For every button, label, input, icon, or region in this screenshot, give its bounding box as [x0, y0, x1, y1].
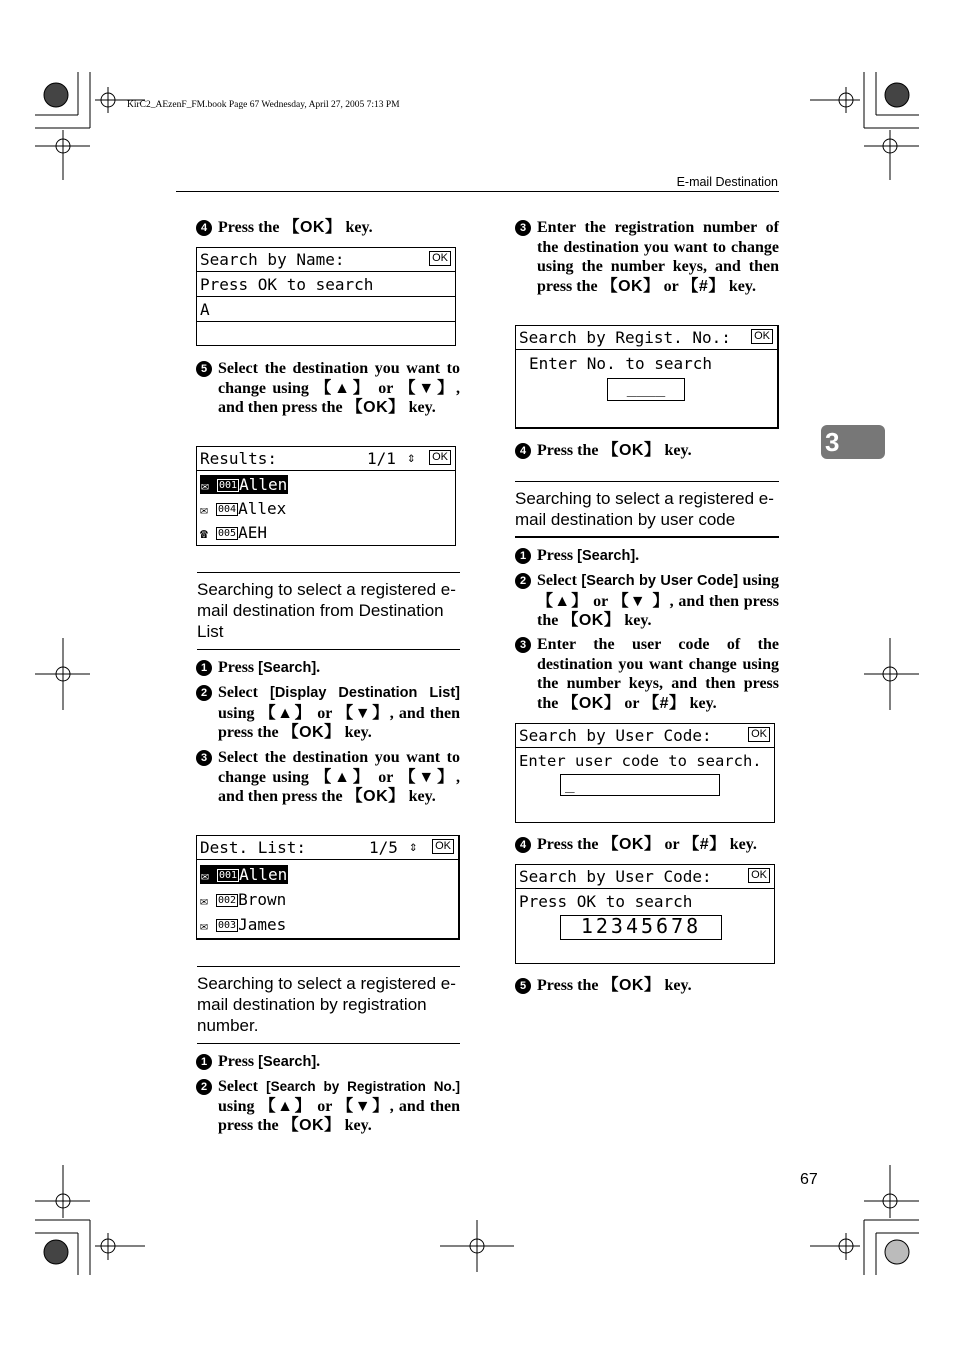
lcd-line: [197, 323, 455, 347]
step-press-ok: 5 Press the 【OK】 key.: [537, 976, 779, 996]
step-number: 1: [196, 660, 212, 676]
email-icon: ✉: [200, 919, 208, 934]
step-number: 3: [196, 750, 212, 766]
up-key: 【▲】: [537, 592, 589, 610]
lcd-title-row: Dest. List: 1/5 ⇕ OK: [197, 836, 458, 860]
page-indicator: 1/5: [369, 838, 398, 857]
lcd-search-by-user-code-confirm: [515, 864, 775, 964]
section-title-registration-number: Searching to select a registered e-mail destination by registration number.: [197, 974, 456, 1035]
lcd-title-row: Search by User Code: OK: [516, 724, 774, 748]
email-icon: ✉: [200, 503, 208, 518]
section-header-title: E-mail Destination: [676, 175, 778, 189]
ok-icon: OK: [432, 839, 454, 854]
step-select-destination: 3 Select the destination you want to change using 【▲】 or 【▼】, and then press the 【OK】 key.: [218, 748, 460, 807]
hash-key: 【#】: [682, 277, 725, 295]
lcd-title-row: Results: 1/1 ⇕ OK: [197, 447, 455, 471]
step-select-search-by-registration: 2 Select [Search by Registration No.] using 【▲】 or 【▼】, and then press the 【OK】 key.: [218, 1077, 460, 1136]
user-code-entry[interactable]: _: [560, 774, 720, 796]
step-number: 4: [196, 220, 212, 236]
ok-key: 【OK】: [282, 724, 341, 741]
step-number: 5: [196, 361, 212, 377]
list-item[interactable]: ✉ 001 Allen: [197, 863, 458, 887]
step-number: 2: [515, 573, 531, 589]
step-select-destination: 5 Select the destination you want to change using 【▲】 or 【▼】, and then press the 【OK】 key.: [218, 359, 460, 418]
lcd-title-row: Search by User Code: OK: [516, 865, 774, 889]
page-indicator: 1/1: [367, 449, 396, 468]
lcd-line: Enter No. to search: [529, 354, 713, 373]
lcd-line: Press OK to search: [197, 273, 455, 297]
step-enter-registration-number: 3 Enter the registration number of the destination you want to change using the number keys, and then press the 【OK】 or 【#】 key.: [537, 218, 779, 296]
email-icon: ✉: [201, 869, 209, 884]
ok-key: 【OK】: [346, 788, 405, 805]
header-rule: [176, 191, 779, 192]
section-rule: [197, 572, 460, 573]
display-destination-list-label: [Display Destination List]: [269, 685, 460, 701]
list-item[interactable]: ☎ 005 AEH: [197, 521, 455, 545]
lcd-line: Enter user code to search.: [519, 752, 762, 770]
step-press-ok-or-hash: 4 Press the 【OK】 or 【#】 key.: [537, 835, 779, 855]
down-key: 【▼】: [337, 1097, 390, 1115]
step-number: 3: [515, 220, 531, 236]
step-number: 4: [515, 443, 531, 459]
ok-key: 【OK】: [602, 442, 661, 459]
list-item[interactable]: ✉ 002 Brown: [197, 888, 458, 912]
section-rule: [197, 966, 460, 967]
up-key: 【▲】: [259, 704, 313, 722]
step-number: 5: [515, 978, 531, 994]
up-key: 【▲】: [259, 1097, 313, 1115]
step-press-ok: 4 Press the 【OK】 key.: [218, 218, 460, 238]
user-code-entry[interactable]: 12345678: [560, 915, 722, 940]
ok-key: 【OK】: [602, 836, 661, 853]
ok-icon: OK: [748, 727, 770, 742]
lcd-line: Press OK to search: [519, 892, 693, 911]
search-by-user-code-label: [Search by User Code]: [581, 573, 739, 589]
section-title-user-code: Searching to select a registered e-mail destination by user code: [515, 489, 774, 529]
chapter-tab: 3: [821, 425, 885, 459]
ok-key: 【OK】: [562, 694, 621, 712]
lcd-search-by-name: [196, 247, 456, 346]
step-number: 1: [196, 1054, 212, 1070]
phone-icon: ☎: [200, 527, 208, 542]
search-label: [Search]: [258, 660, 317, 676]
lcd-search-by-regist-no: [515, 325, 779, 429]
up-key: 【▲】: [315, 379, 372, 397]
search-label: [Search]: [577, 548, 636, 564]
step-number: 4: [515, 837, 531, 853]
file-info: KirC2_AEzenF_FM.book Page 67 Wednesday, April 27, 2005 7:13 PM: [127, 100, 400, 110]
email-icon: ✉: [201, 479, 209, 494]
lcd-title-row: Search by Name: OK: [197, 248, 455, 272]
hash-key: 【#】: [643, 694, 686, 712]
ok-icon: OK: [429, 251, 451, 266]
up-down-arrow-icon: ⇕: [409, 839, 418, 855]
step-number: 3: [515, 637, 531, 653]
ok-key: 【OK】: [346, 399, 405, 416]
section-title-destination-list: Searching to select a registered e-mail destination from Destination List: [197, 580, 456, 641]
section-rule: [515, 481, 779, 482]
registration-number-entry[interactable]: ____: [607, 378, 685, 401]
ok-icon: OK: [751, 329, 773, 344]
lcd-results: [196, 446, 456, 546]
section-rule: [515, 536, 779, 538]
list-item[interactable]: ✉ 003 James: [197, 913, 458, 937]
down-key: 【▼】: [399, 379, 456, 397]
step-press-search: 1 Press [Search].: [537, 546, 779, 567]
down-key: 【▼】: [337, 704, 390, 722]
step-select-display-list: 2 Select [Display Destination List] using 【▲】 or 【▼】, and then press the 【OK】 key.: [218, 683, 460, 743]
search-by-registration-label: [Search by Registration No.]: [266, 1079, 460, 1094]
lcd-dest-list: [196, 835, 460, 940]
page-number: 67: [800, 1171, 818, 1188]
step-select-search-by-user-code: 2 Select [Search by User Code] using 【▲】 or 【▼ 】, and then press the 【OK】 key.: [537, 571, 779, 631]
down-key: 【▼ 】: [612, 592, 670, 610]
step-number: 2: [196, 1079, 212, 1095]
step-enter-user-code: 3 Enter the user code of the destination you want change using the number keys, and then press the 【OK】 or 【#】 key.: [537, 635, 779, 713]
ok-icon: OK: [748, 868, 770, 883]
hash-key: 【#】: [683, 836, 726, 853]
ok-key: 【OK】: [282, 1117, 341, 1134]
lcd-search-by-user-code-entry: [515, 723, 775, 823]
email-icon: ✉: [200, 894, 208, 909]
section-rule: [197, 649, 460, 650]
section-rule: [197, 1043, 460, 1044]
ok-key: 【OK】: [601, 277, 660, 295]
ok-key: 【OK】: [562, 612, 621, 629]
step-number: 1: [515, 548, 531, 564]
down-key: 【▼】: [399, 768, 456, 786]
step-press-search: 1 Press [Search].: [218, 658, 460, 679]
list-item[interactable]: ✉ 004 Allex: [197, 497, 455, 521]
list-item[interactable]: ✉ 001 Allen: [197, 473, 455, 497]
step-number: 2: [196, 685, 212, 701]
lcd-line: A: [197, 298, 455, 322]
up-key: 【▲】: [315, 768, 372, 786]
ok-key: 【OK】: [602, 977, 661, 994]
search-label: [Search]: [258, 1054, 317, 1070]
ok-key: 【OK】: [283, 219, 342, 236]
step-press-ok: 4 Press the 【OK】 key.: [537, 441, 779, 461]
up-down-arrow-icon: ⇕: [407, 450, 416, 466]
lcd-title-row: Search by Regist. No.: OK: [516, 326, 777, 350]
step-press-search: 1 Press [Search].: [218, 1052, 460, 1073]
ok-icon: OK: [429, 450, 451, 465]
